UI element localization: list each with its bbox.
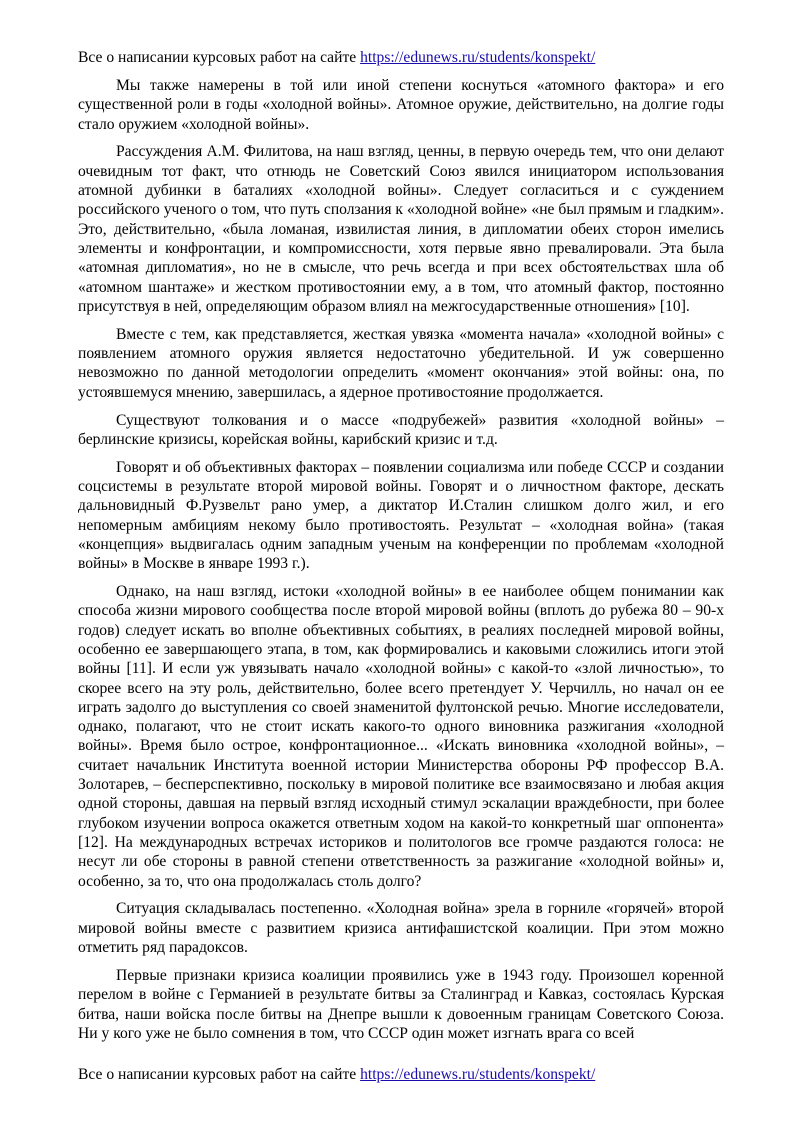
header-text: Все о написании курсовых работ на сайте [78,49,361,66]
document-body [78,76,724,1052]
paragraph-2: Рассуждения А.М. Филитова, на наш взгляд, ценны, в первую очередь тем, что они делают очевидным тот факт, что отнюдь не Советский Союз явился инициатором использования атомной дубинки в баталиях «холодной войны». Следует согласиться и с суждением российского ученого о том, что путь сползания к «холодной войне» «не был прямым и гладким». Это, действительно, «была ломаная, извилистая линия, в дипломатии обеих сторон имелись элементы и конфронтации, и компромиссности, хотя первые явно превалировали. Эта была «атомная дипломатия», но не в смысле, что речь всегда и при всех обстоятельствах шла об «атомном шантаже» и жестком противостоянии ему, а в том, что атомный фактор, постоянно присутствуя в ней, определяющим образом влиял на межгосударственные отношения» [10]. [78,143,724,315]
paragraph-6: Однако, на наш взгляд, истоки «холодной войны» в ее наиболее общем понимании как способа жизни мирового сообщества после второй мировой войны (вплоть до рубежа 80 – 90-х годов) следует искать во вполне объективных событиях, в реалиях последней мировой войны, особенно ее завершающего этапа, в том, как формировались и каковыми сложились итоги этой войны [11]. И если уж увязывать начало «холодной войны» с какой-то «злой личностью», то скорее всего на эту роль, действительно, более всего претендует У. Черчилль, но начал он ее играть задолго до выступления со своей знаменитой фултонской речью. Многие исследователи, однако, полагают, что не стоит искать какого-то одного виновника разжигания «холодной войны». Время было острое, конфронтационное... «Искать виновника «холодной войны», – считает начальник Института военной истории Министерства обороны РФ профессор В.А. Золотарев, – бесперспективно, поскольку в мировой политике все взаимосвязано и любая акция одной стороны, давшая на первый взгляд исходный стимул эскалации враждебности, при более глубоком изучении вопроса окажется ответным ходом на какой-то конкретный шаг оппонента» [12]. На международных встречах историков и политологов все громче раздаются голоса: не несут ли обе стороны в равной степени ответственность за разжигание «холодной войны» и, особенно, за то, что она продолжалась столь долго? [78,583,724,890]
footer-link[interactable]: https://edunews.ru/students/konspekt/ [360,1066,596,1083]
footer-text: Все о написании курсовых работ на сайте [78,1066,361,1083]
paragraph-1: Мы также намерены в той или иной степени коснуться «атомного фактора» и его существенной роли в годы «холодной войны». Атомное оружие, действительно, на долгие годы стало оружием «холодной войны». [78,77,724,133]
paragraph-7: Ситуация складывалась постепенно. «Холодная война» зрела в горниле «горячей» второй мировой войны вместе с развитием кризиса антифашистской коалиции. При этом можно отметить ряд парадоксов. [78,900,724,957]
page-footer [78,1065,738,1084]
paragraph-3: Вместе с тем, как представляется, жесткая увязка «момента начала» «холодной войны» с появлением атомного оружия является недостаточно убедительной. И уж совершенно невозможно по данной методологии определить «момент окончания» этой войны: она, по устоявшемуся мнению, завершилась, а ядерное противостояние продолжается. [78,325,724,401]
paragraph-4: Существуют толкования и о массе «подрубежей» развития «холодной войны» – берлинские кризисы, корейская войны, карибский кризис и т.д. [78,411,724,448]
paragraph-8: Первые признаки кризиса коалиции проявились уже в 1943 году. Произошел коренной перелом в войне с Германией в результате битвы за Сталинград и Кавказ, состоялась Курская битва, наши войска после битвы на Днепре вышли к довоенным границам Советского Союза. Ни у кого уже не было сомнения в том, что СССР один может изгнать врага со всей [78,966,724,1042]
header-link[interactable]: https://edunews.ru/students/konspekt/ [360,49,596,66]
paragraph-5: Говорят и об объективных факторах – появлении социализма или победе СССР и создании соцсистемы в результате второй мировой войны. Говорят и о личностном факторе, дескать дальновидный Ф.Рузвельт рано умер, а диктатор И.Сталин слишком долго жил, и его непомерным амбициям некому было противостоять. Результат – «холодная война» (такая «концепция» выдвигалась одним западным ученым на конференции по проблемам «холодной войны» в Москве в январе 1993 г.). [78,458,724,573]
page-header [78,48,738,67]
